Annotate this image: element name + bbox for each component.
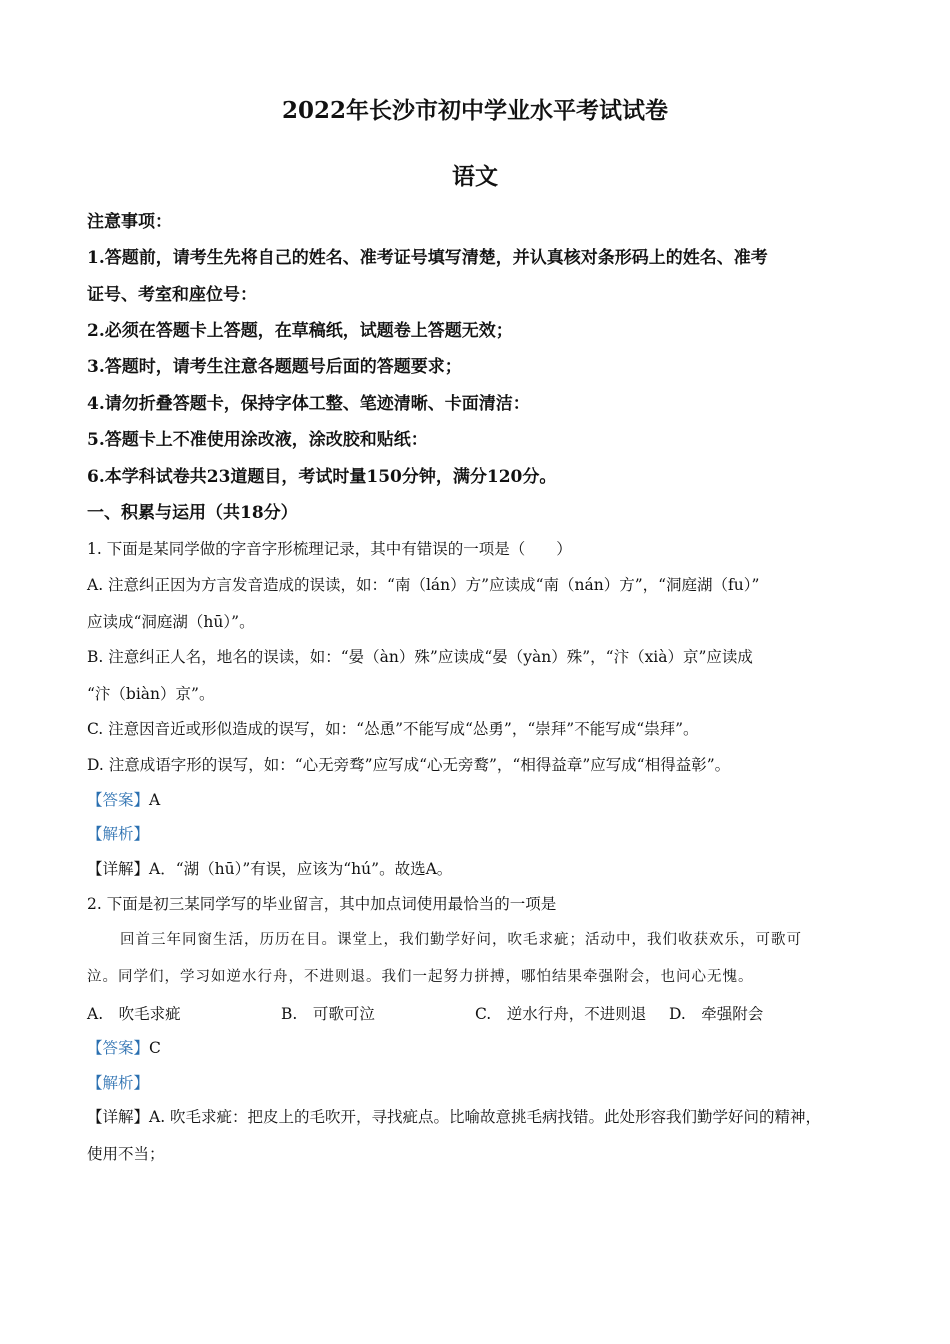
question-1-stem: 1. 下面是某同学做的字音字形梳理记录，其中有错误的一项是（ ） xyxy=(87,540,572,558)
q1-option-d: D. 注意成语字形的误写，如：“心无旁骛”应写成“心无旁鹜”，“相得益章”应写成“相得益彰”。 xyxy=(87,756,731,774)
q1-answer xyxy=(87,789,160,811)
question-2-stem: 2. 下面是初三某同学写的毕业留言，其中加点词使用最恰当的一项是 xyxy=(87,895,557,913)
subject-title: 语文 xyxy=(452,163,498,190)
q2-analysis-tag: 【解析】 xyxy=(87,1074,150,1092)
notice-item: 3.答题时，请考生注意各题题号后面的答题要求； xyxy=(87,357,462,377)
q1-option-b-cont: “汴（biàn）京”。 xyxy=(87,685,215,703)
q2-detail-cont: 使用不当； xyxy=(87,1145,165,1163)
notice-item: 2.必须在答题卡上答题，在草稿纸，试题卷上答题无效； xyxy=(87,321,513,341)
notice-item: 1.答题前，请考生先将自己的姓名、准考证号填写清楚，并认真核对条形码上的姓名、准考 xyxy=(87,248,768,268)
q1-option-a-cont: 应读成“洞庭湖（hū）”。 xyxy=(87,613,255,631)
q2-option-c: C. 逆水行舟，不进则退 xyxy=(475,1005,647,1023)
notice-item: 6.本学科试卷共23道题目，考试时量150分钟，满分120分。 xyxy=(87,467,557,487)
notice-heading: 注意事项： xyxy=(87,212,172,232)
exam-title: 2022年长沙市初中学业水平考试试卷 xyxy=(281,97,668,124)
answer-tag: 【答案】 xyxy=(87,791,150,809)
q1-detail: 【详解】A．“湖（hū）”有误，应该为“hú”。故选A。 xyxy=(87,860,453,878)
q2-option-b: B. 可歌可泣 xyxy=(281,1005,375,1023)
q1-option-c: C. 注意因音近或形似造成的误写，如：“怂恿”不能写成“怂勇”，“崇拜”不能写成“祟拜”。 xyxy=(87,720,699,738)
q2-detail: 【详解】A. 吹毛求疵：把皮上的毛吹开，寻找疵点。比喻故意挑毛病找错。此处形容我们勤学好问的精神， xyxy=(87,1108,822,1126)
q2-option-a: A. 吹毛求疵 xyxy=(87,1005,181,1023)
answer-tag: 【答案】 xyxy=(87,1039,150,1057)
answer-value: C xyxy=(149,1039,161,1057)
section-heading: 一、积累与运用（共18分） xyxy=(87,503,298,523)
q1-option-b: B. 注意纠正人名，地名的误读，如：“晏（àn）殊”应读成“晏（yàn）殊”，“汴（xià）京”应读成 xyxy=(87,648,753,666)
notice-item: 4.请勿折叠答题卡，保持字体工整、笔迹清晰、卡面清洁： xyxy=(87,394,530,414)
q2-passage: 回首三年同窗生活，历历在目。课堂上，我们勤学好问，吹毛求疵；活动中，我们收获欢乐，可歌可 xyxy=(120,932,802,948)
q1-option-a: A. 注意纠正因为方言发音造成的误读，如：“南（lán）方”应读成“南（nán）方”，“洞庭湖（fu）” xyxy=(87,576,760,594)
notice-item: 5.答题卡上不准使用涂改液，涂改胶和贴纸： xyxy=(87,430,428,450)
notice-item: 证号、考室和座位号： xyxy=(87,285,257,305)
q1-analysis-tag: 【解析】 xyxy=(87,825,150,843)
q2-passage-cont: 泣。同学们，学习如逆水行舟，不进则退。我们一起努力拼搏，哪怕结果牵强附会，也问心无愧。 xyxy=(87,969,754,985)
q2-option-d: D. 牵强附会 xyxy=(669,1005,764,1023)
q2-answer xyxy=(87,1037,161,1059)
answer-value: A xyxy=(149,791,161,809)
